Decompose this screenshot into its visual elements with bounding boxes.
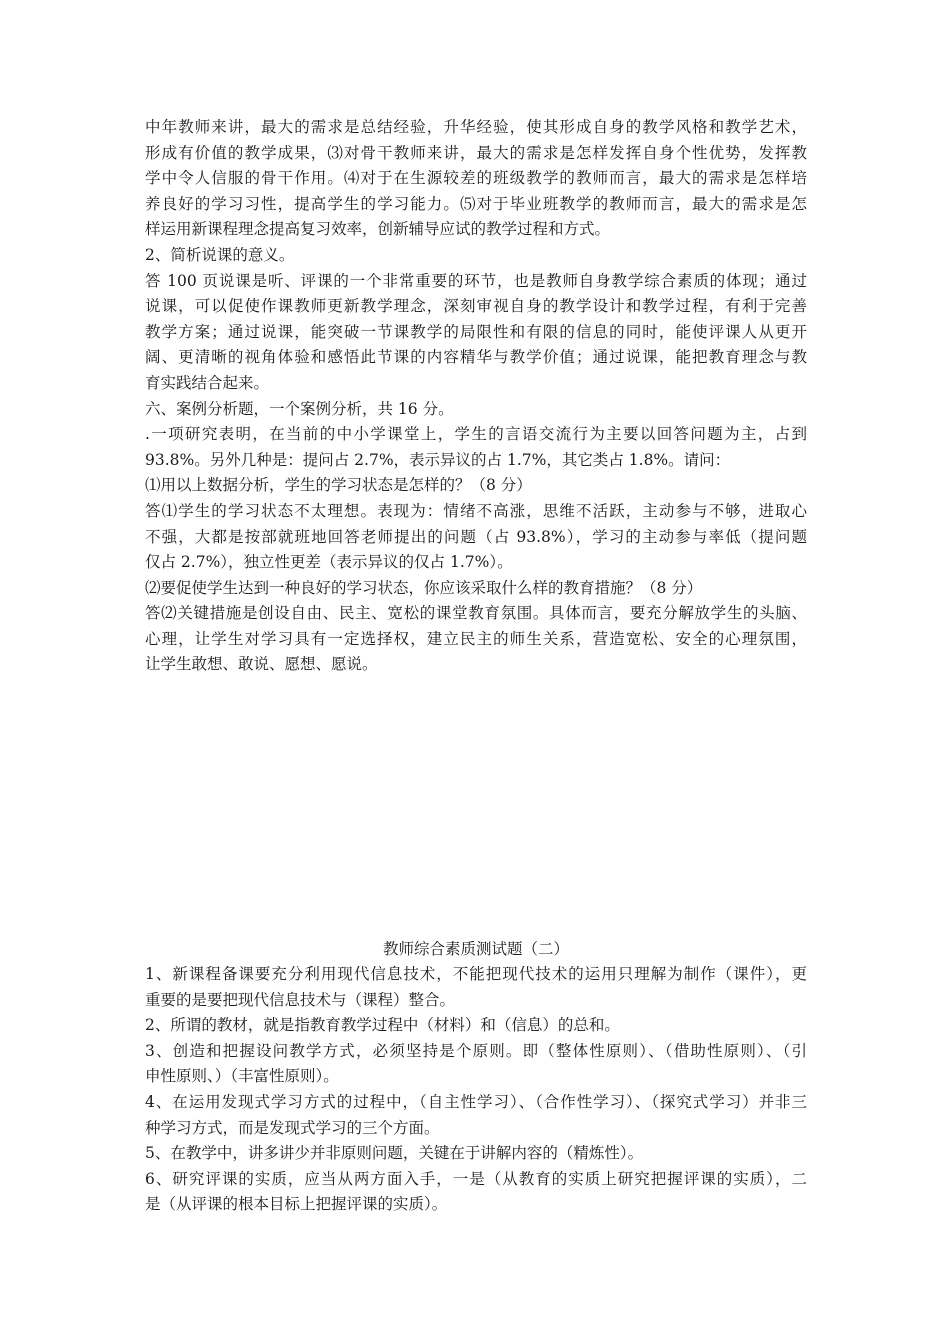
text-line: 阔、更清晰的视角体验和感悟此节课的内容精华与教学价值；通过说课，能把教育理念与教 — [145, 348, 807, 367]
text-line: 答⑵关键措施是创设自由、民主、宽松的课堂教育氛围。具体而言，要充分解放学生的头脑、 — [145, 604, 807, 623]
text-line: 2、简析说课的意义。 — [145, 245, 295, 264]
text-line: 不强，大都是按部就班地回答老师提出的问题（占 93.8%），学习的主动参与率低（提问题 — [145, 527, 807, 546]
text-line: 2、所谓的教材，就是指教育教学过程中（材料）和（信息）的总和。 — [145, 1016, 620, 1035]
text-line: 育实践结合起来。 — [145, 373, 270, 392]
text-line: 养良好的学习习性，提高学生的学习能力。⑸对于毕业班教学的教师而言，最大的需求是怎 — [145, 194, 807, 213]
text-line: ⑴用以上数据分析，学生的学习状态是怎样的？（8 分） — [145, 476, 532, 495]
document-top-section — [145, 115, 807, 678]
document-bottom-section — [145, 937, 807, 1218]
text-line: 形成有价值的教学成果，⑶对骨干教师来讲，最大的需求是怎样发挥自身个性优势，发挥教 — [145, 143, 807, 162]
text-line: 中年教师来讲，最大的需求是总结经验，升华经验，使其形成自身的教学风格和教学艺术， — [145, 118, 807, 136]
text-line: 申性原则、）（丰富性原则）。 — [145, 1067, 339, 1086]
text-line: 让学生敢想、敢说、愿想、愿说。 — [145, 655, 378, 674]
text-line: 教学方案；通过说课，能突破一节课教学的局限性和有限的信息的同时，能使评课人从更开 — [145, 322, 807, 341]
text-line: 6、研究评课的实质，应当从两方面入手，一是（从教育的实质上研究把握评课的实质），二 — [145, 1169, 807, 1188]
text-line: 说课，可以促使作课教师更新教学理念，深刻审视自身的教学设计和教学过程，有利于完善 — [145, 297, 807, 316]
text-line: 六、案例分析题，一个案例分析，共 16 分。 — [145, 399, 454, 418]
text-line: 答 100 页说课是听、评课的一个非常重要的环节，也是教师自身教学综合素质的体现；通过 — [145, 271, 807, 290]
text-line: 4、在运用发现式学习方式的过程中，（自主性学习）、（合作性学习）、（探究式学习）并非三 — [145, 1092, 807, 1111]
text-line: 1、新课程备课要充分利用现代信息技术，不能把现代技术的运用只理解为制作（课件），更 — [145, 965, 807, 983]
text-line: 答⑴学生的学习状态不太理想。表现为：情绪不高涨，思维不活跃，主动参与不够，进取心 — [145, 501, 807, 520]
text-line: 93.8%。另外几种是：提问占 2.7%，表示异议的占 1.7%，其它类占 1.8%。请问： — [145, 450, 731, 469]
text-line: 是（从评课的根本目标上把握评课的实质）。 — [145, 1195, 448, 1214]
text-line: .一项研究表明，在当前的中小学课堂上，学生的言语交流行为主要以回答问题为主，占到 — [145, 425, 807, 444]
test-title: 教师综合素质测试题（二） — [382, 940, 569, 958]
text-line: 重要的是要把现代信息技术与（课程）整合。 — [145, 990, 456, 1009]
text-line: 仅占 2.7%），独立性更差（表示异议的仅占 1.7%）。 — [145, 553, 513, 572]
text-line: 学中令人信服的骨干作用。⑷对于在生源较差的班级教学的教师而言，最大的需求是怎样培 — [145, 169, 807, 188]
text-line: 种学习方式，而是发现式学习的三个方面。 — [145, 1118, 440, 1137]
text-line: 心理，让学生对学习具有一定选择权，建立民主的师生关系，营造宽松、安全的心理氛围， — [145, 629, 807, 648]
text-line: 3、创造和把握设问教学方式，必须坚持是个原则。即（整体性原则）、（借助性原则）、（引 — [145, 1041, 807, 1060]
text-line: ⑵要促使学生达到一种良好的学习状态，你应该采取什么样的教育措施？（8 分） — [145, 578, 703, 597]
text-line: 5、在教学中，讲多讲少并非原则问题，关键在于讲解内容的（精炼性）。 — [145, 1144, 644, 1163]
text-line: 样运用新课程理念提高复习效率，创新辅导应试的教学过程和方式。 — [145, 220, 611, 239]
